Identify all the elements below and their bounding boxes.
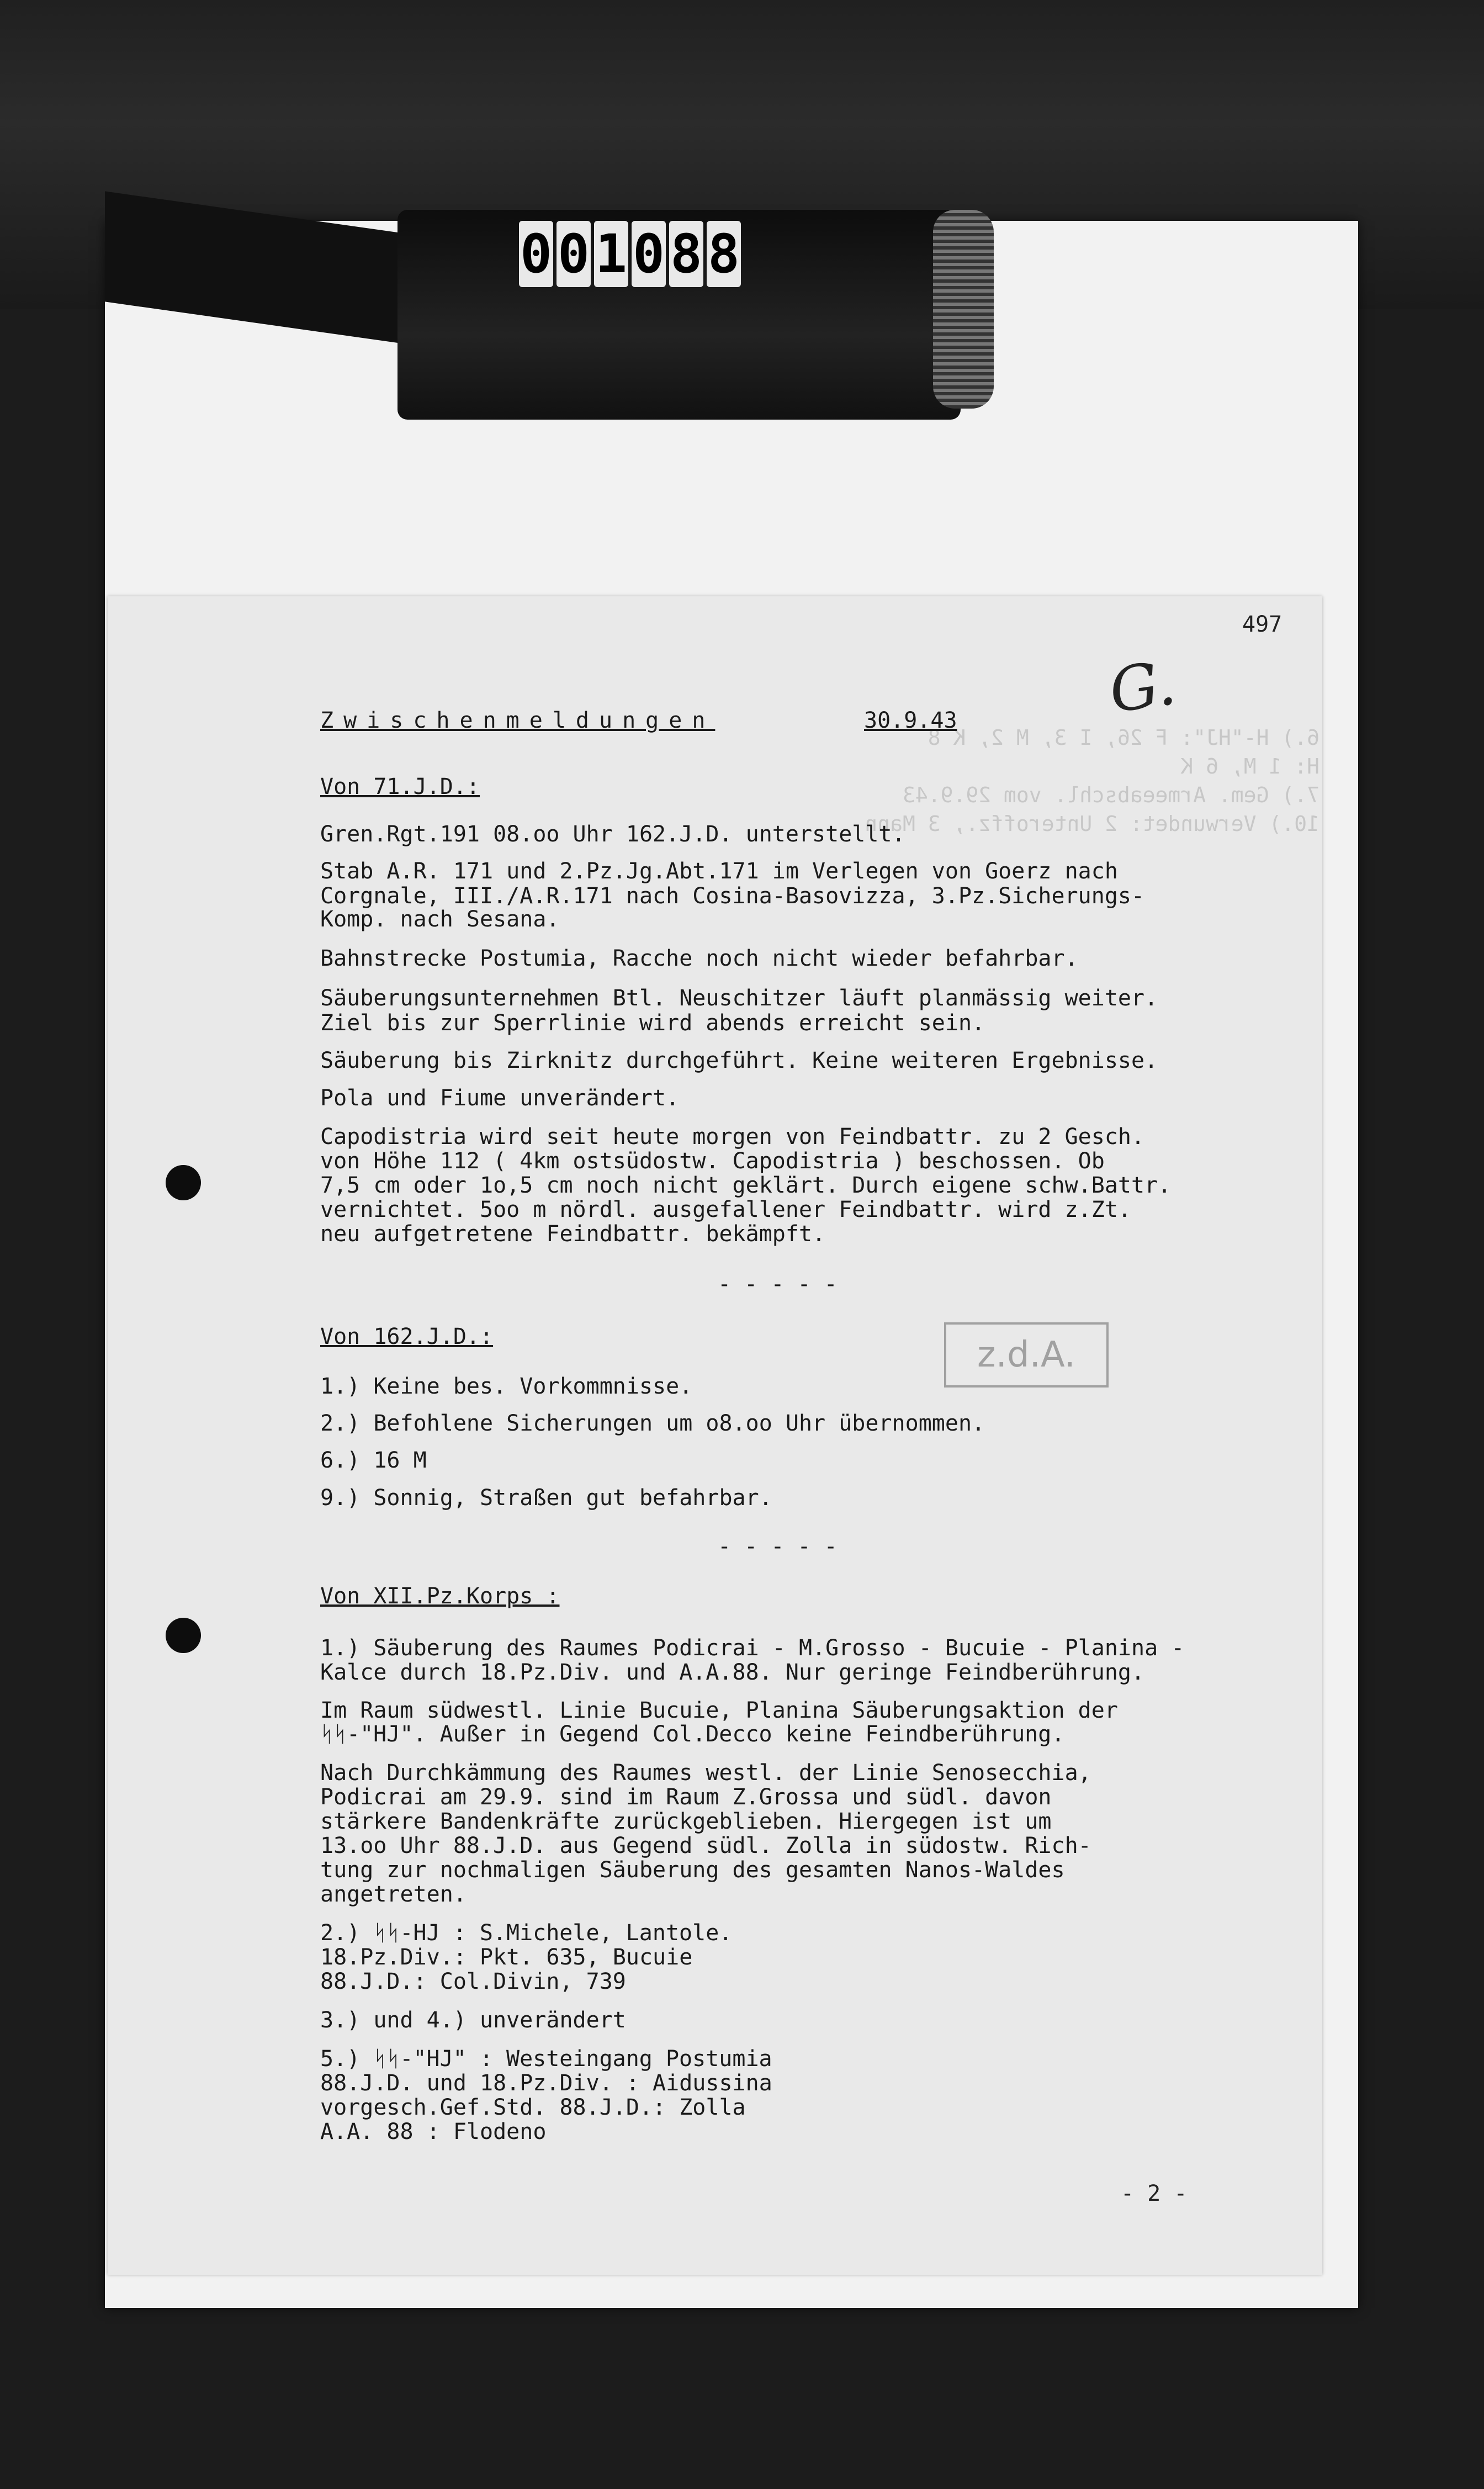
report-line: 3.) und 4.) unverändert	[320, 2008, 626, 2033]
report-line: stärkere Bandenkräfte zurückgeblieben. Hiergegen ist um	[320, 1809, 1052, 1834]
report-line: Säuberungsunternehmen Btl. Neuschitzer läuft planmässig weiter.	[320, 986, 1158, 1011]
section-heading: Von 162.J.D.:	[320, 1324, 494, 1349]
report-line: Kalce durch 18.Pz.Div. und A.A.88. Nur geringe Feindberührung.	[320, 1660, 1145, 1685]
folio-number: 497	[1242, 612, 1282, 637]
report-line: ᛋᛋ-"HJ". Außer in Gegend Col.Decco keine Feindberührung.	[320, 1722, 1065, 1747]
handwritten-mark: G.	[1105, 647, 1180, 727]
counter-digit: 8	[669, 221, 703, 287]
report-line: vernichtet. 5oo m nördl. ausgefallener Feindbattr. wird z.Zt.	[320, 1197, 1132, 1222]
section-separator: - - - - -	[718, 1534, 838, 1559]
document-title: Zwischenmeldungen	[320, 708, 716, 733]
counter-digit: 0	[556, 221, 591, 287]
counter-knob-icon	[933, 210, 994, 409]
report-line: 13.oo Uhr 88.J.D. aus Gegend südl. Zolla in südostw. Rich-	[320, 1833, 1091, 1858]
report-line: Bahnstrecke Postumia, Racche noch nicht wieder befahrbar.	[320, 946, 1078, 971]
section-heading: Von 71.J.D.:	[320, 774, 480, 799]
report-line: Säuberung bis Zirknitz durchgeführt. Keine weiteren Ergebnisse.	[320, 1048, 1158, 1073]
page-number: - 2 -	[1121, 2181, 1188, 2206]
report-line: 7,5 cm oder 1o,5 cm noch nicht geklärt. Durch eigene schw.Battr.	[320, 1173, 1172, 1198]
report-line: Gren.Rgt.191 08.oo Uhr 162.J.D. unterstellt.	[320, 822, 905, 847]
counter-digit: 8	[707, 221, 741, 287]
report-line: angetreten.	[320, 1882, 467, 1907]
report-line: Capodistria wird seit heute morgen von Feindbattr. zu 2 Gesch.	[320, 1124, 1145, 1150]
counter-digit: 1	[594, 221, 628, 287]
report-line: 5.) ᛋᛋ-"HJ" : Westeingang Postumia	[320, 2046, 772, 2072]
report-line: 18.Pz.Div.: Pkt. 635, Bucuie	[320, 1945, 693, 1970]
report-line: A.A. 88 : Flodeno	[320, 2119, 547, 2144]
punch-hole-icon	[166, 1618, 201, 1653]
punch-hole-icon	[166, 1165, 201, 1200]
report-line: von Höhe 112 ( 4km ostsüdostw. Capodistria ) beschossen. Ob	[320, 1148, 1105, 1174]
report-line: tung zur nochmaligen Säuberung des gesamten Nanos-Waldes	[320, 1857, 1065, 1883]
report-line: Pola und Fiume unverändert.	[320, 1085, 680, 1111]
report-line: Ziel bis zur Sperrlinie wird abends erreicht sein.	[320, 1010, 985, 1036]
report-line: 2.) Befohlene Sicherungen um o8.oo Uhr übernommen.	[320, 1411, 985, 1436]
report-line: 9.) Sonnig, Straßen gut befahrbar.	[320, 1485, 772, 1511]
report-line: 2.) ᛋᛋ-HJ : S.Michele, Lantole.	[320, 1920, 733, 1946]
report-line: Komp. nach Sesana.	[320, 907, 560, 932]
report-line: 6.) 16 M	[320, 1448, 427, 1473]
report-line: Corgnale, III./A.R.171 nach Cosina-Basovizza, 3.Pz.Sicherungs-	[320, 883, 1145, 909]
report-line: 1.) Säuberung des Raumes Podicrai - M.Grosso - Bucuie - Planina -	[320, 1635, 1185, 1661]
counter-digit: 0	[519, 221, 553, 287]
report-line: 88.J.D. und 18.Pz.Div. : Aidussina	[320, 2070, 772, 2096]
report-line: Nach Durchkämmung des Raumes westl. der Linie Senosecchia,	[320, 1760, 1091, 1786]
report-line: neu aufgetretene Feindbattr. bekämpft.	[320, 1221, 826, 1247]
counter-digit: 0	[632, 221, 666, 287]
report-line: Im Raum südwestl. Linie Bucuie, Planina Säuberungsaktion der	[320, 1698, 1118, 1723]
document-date: 30.9.43	[864, 708, 957, 733]
counter-digits	[519, 221, 741, 293]
report-line: vorgesch.Gef.Std. 88.J.D.: Zolla	[320, 2095, 746, 2120]
report-line: 1.) Keine bes. Vorkommnisse.	[320, 1374, 693, 1399]
report-line: Podicrai am 29.9. sind im Raum Z.Grossa und südl. davon	[320, 1784, 1052, 1810]
report-line: Stab A.R. 171 und 2.Pz.Jg.Abt.171 im Verlegen von Goerz nach	[320, 859, 1118, 884]
bleed-through-text: 6.) H-"HJ": F 26, I 3, M 2, K 8 H: 1 M, 6 K 7.) Gem. Armeeabschl. vom 29.9.43 10.) Verwundet: 2 Unteroffz., 3 Mann	[865, 725, 1319, 836]
zda-stamp: z.d.A.	[944, 1322, 1109, 1388]
section-heading: Von XII.Pz.Korps :	[320, 1584, 560, 1609]
section-separator: - - - - -	[718, 1272, 838, 1297]
report-line: 88.J.D.: Col.Divin, 739	[320, 1969, 626, 1994]
